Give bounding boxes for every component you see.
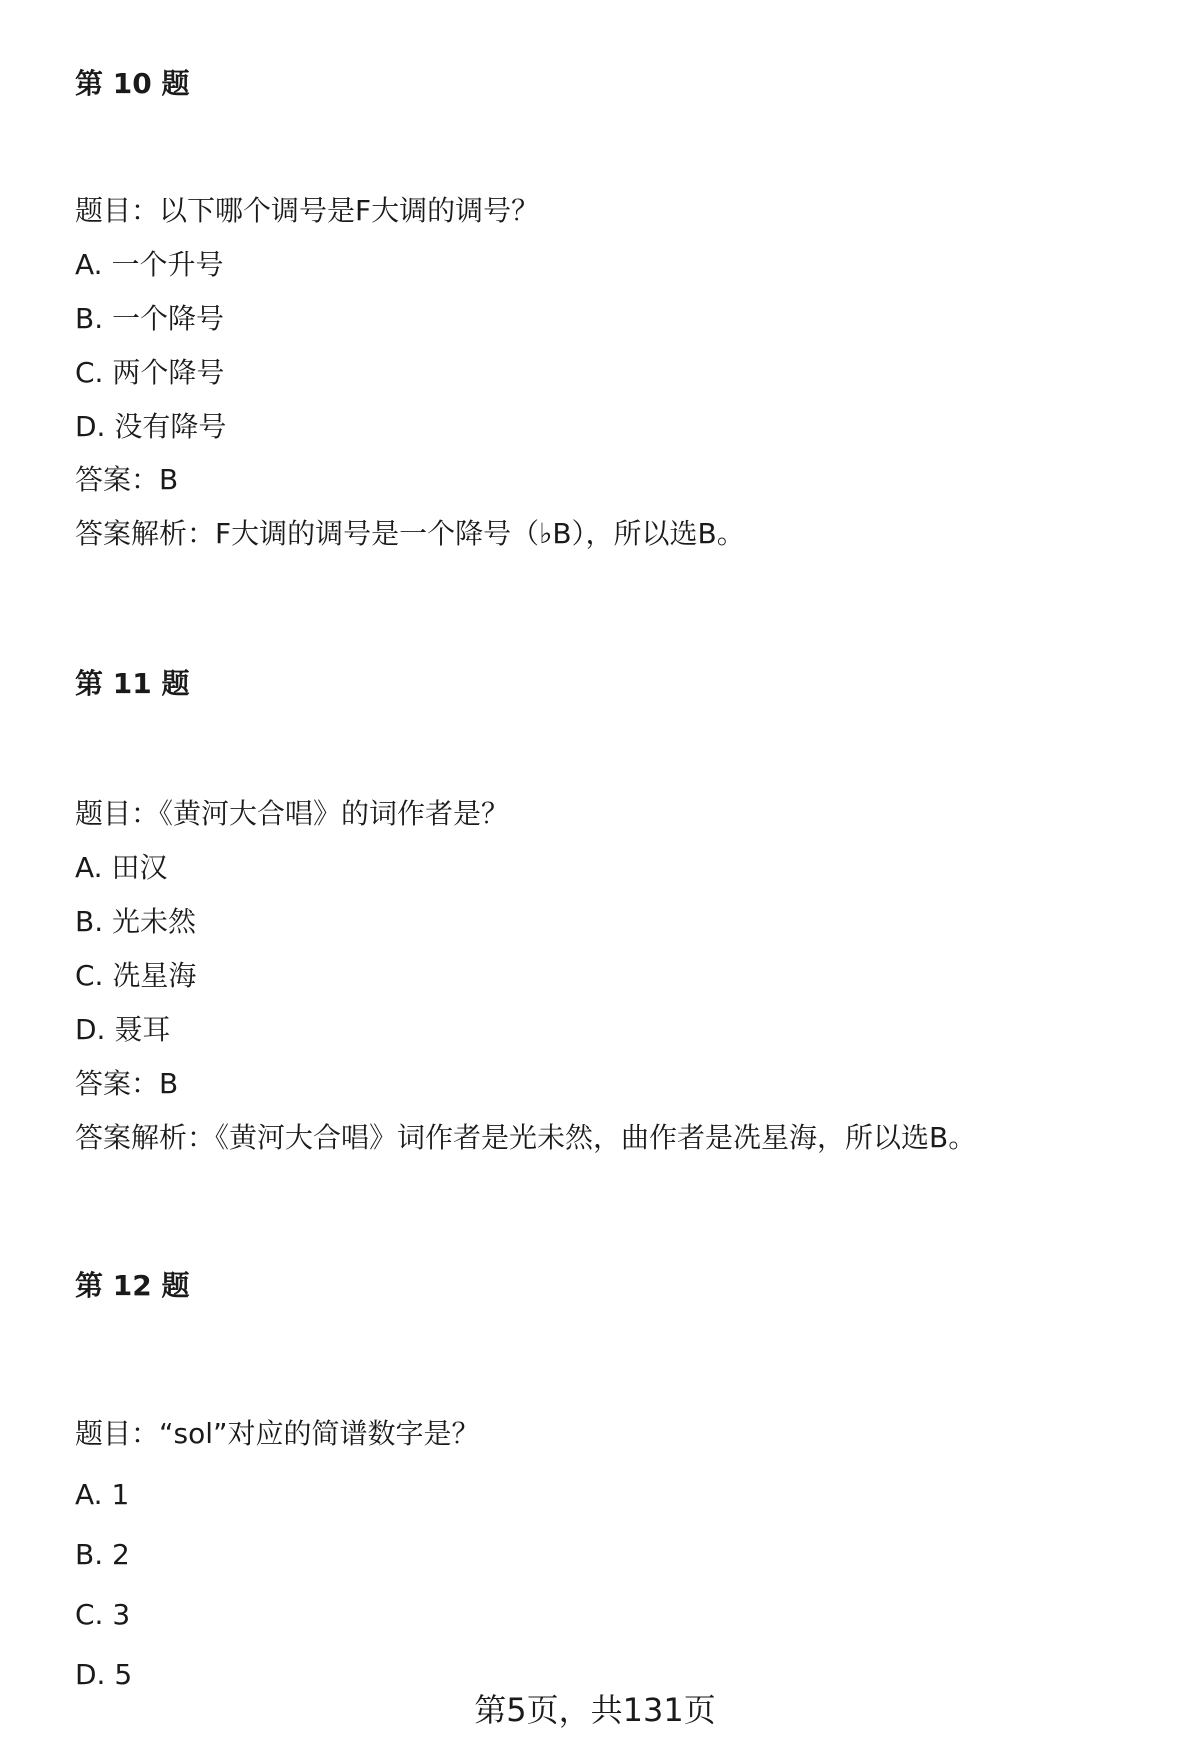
option-b: B. 光未然 bbox=[75, 905, 197, 938]
option-a: A. 一个升号 bbox=[75, 248, 224, 281]
option-c: C. 3 bbox=[75, 1598, 131, 1631]
answer-explanation: 答案解析：《黄河大合唱》词作者是光未然，曲作者是冼星海，所以选B。 bbox=[75, 1121, 977, 1154]
question-heading: 第 12 题 bbox=[75, 1269, 190, 1302]
option-d: D. 聂耳 bbox=[75, 1013, 171, 1046]
page-number-footer: 第5页，共131页 bbox=[474, 1691, 716, 1729]
option-b: B. 一个降号 bbox=[75, 302, 225, 335]
question-heading: 第 11 题 bbox=[75, 667, 190, 700]
option-d: D. 没有降号 bbox=[75, 410, 227, 443]
answer: 答案：B bbox=[75, 463, 179, 496]
option-c: C. 两个降号 bbox=[75, 356, 225, 389]
answer: 答案：B bbox=[75, 1067, 179, 1100]
question-stem: 题目：“sol”对应的简谱数字是？ bbox=[75, 1417, 480, 1450]
answer-explanation: 答案解析：F大调的调号是一个降号（♭B），所以选B。 bbox=[75, 517, 745, 550]
option-d: D. 5 bbox=[75, 1658, 133, 1691]
option-a: A. 1 bbox=[75, 1478, 130, 1511]
question-stem: 题目：《黄河大合唱》的词作者是？ bbox=[75, 797, 510, 830]
option-a: A. 田汉 bbox=[75, 851, 168, 884]
option-b: B. 2 bbox=[75, 1538, 130, 1571]
option-c: C. 冼星海 bbox=[75, 959, 197, 992]
question-heading: 第 10 题 bbox=[75, 67, 190, 100]
question-stem: 题目：以下哪个调号是F大调的调号？ bbox=[75, 194, 540, 227]
